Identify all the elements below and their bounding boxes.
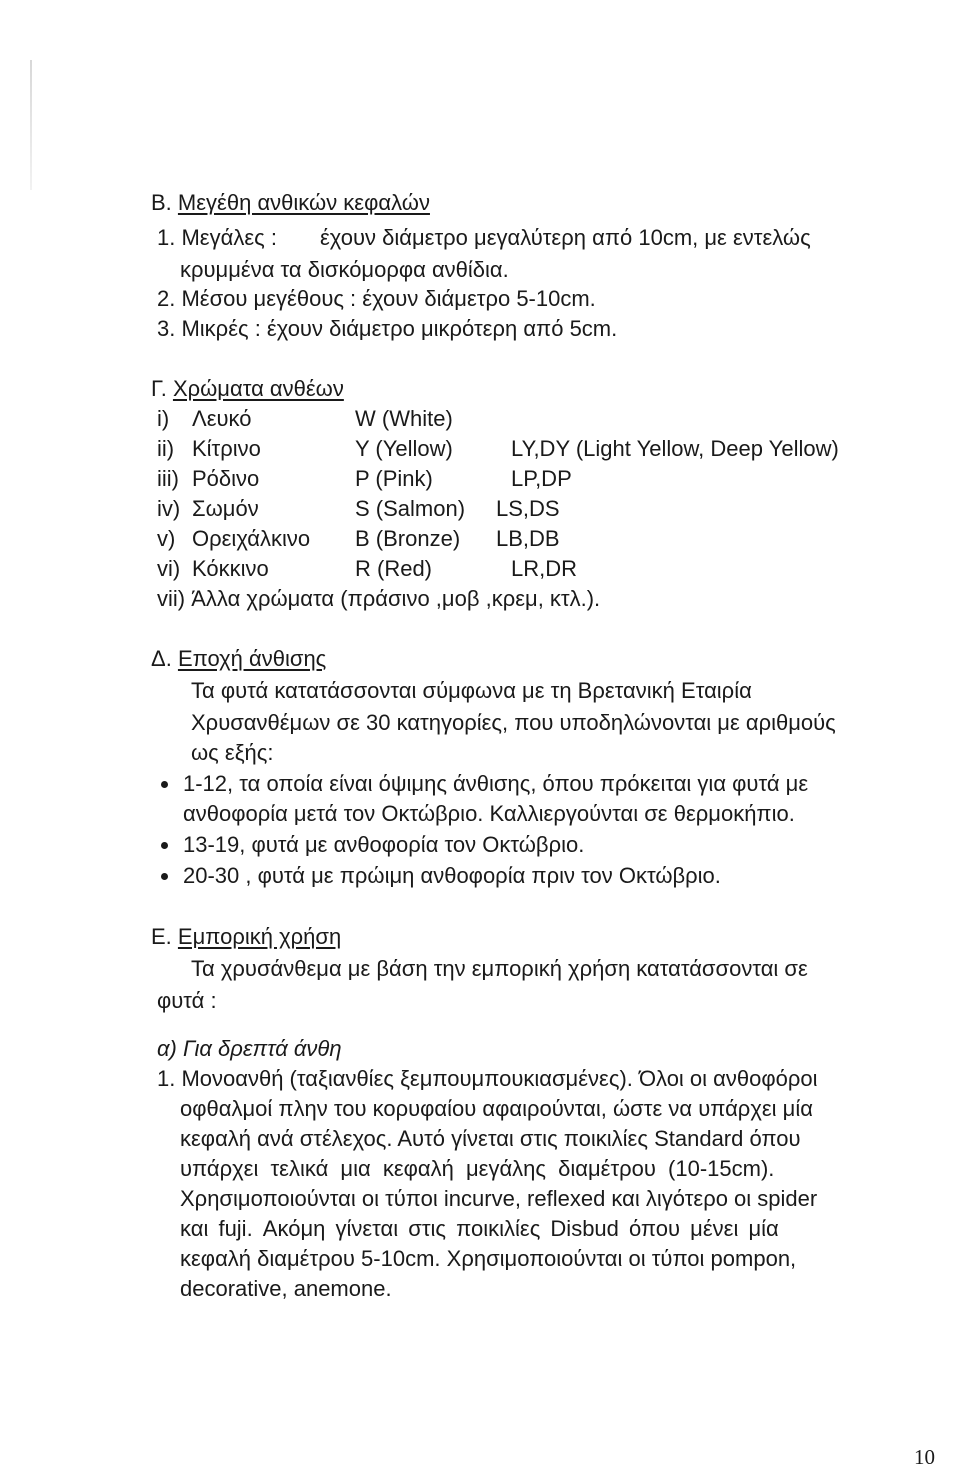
size-medium: 2. Μέσου μεγέθους : έχουν διάμετρο 5-10cm. <box>157 286 596 311</box>
color-row-white: i) Λευκό W (White) <box>157 406 453 431</box>
cut-flowers-line-2: οφθαλμοί πλην του κορυφαίου αφαιρούνται, ώστε να υπάρχει μία <box>180 1096 813 1121</box>
section-d-para-line-2: Χρυσανθέμων σε 30 κατηγορίες, που υποδηλώνονται με αριθμούς <box>191 710 836 735</box>
section-d-heading: Δ. Εποχή άνθισης <box>151 646 327 671</box>
bullet-late-flowering: 1-12, τα οποία είναι όψιμης άνθισης, όπου πρόκειται για φυτά με <box>183 771 809 796</box>
section-e-para-line-2: φυτά : <box>157 988 217 1013</box>
bullet-marker <box>161 781 168 788</box>
section-e-para-line-1: Τα χρυσάνθεμα με βάση την εμπορική χρήση κατατάσσονται σε <box>191 956 808 981</box>
color-row-bronze: v) Ορειχάλκινο B (Bronze) LB,DB <box>157 526 560 551</box>
section-d-title: Εποχή άνθισης <box>177 646 327 671</box>
bullet-early-flowering: 20-30 , φυτά με πρώιμη ανθοφορία πριν τον Οκτώβριο. <box>183 863 721 888</box>
section-d-para-line-1: Τα φυτά κατατάσσονται σύμφωνα με τη Βρετανική Εταιρία <box>191 678 752 703</box>
size-small: 3. Μικρές : έχουν διάμετρο μικρότερη από 5cm. <box>157 316 618 341</box>
bullet-marker <box>161 842 168 849</box>
color-row-salmon: iv) Σωμόν S (Salmon) LS,DS <box>157 496 560 521</box>
section-e-title: Εμπορική χρήση <box>177 924 342 949</box>
size-large-text: έχουν διάμετρο μεγαλύτερη από 10cm, με εντελώς <box>320 225 811 250</box>
section-e-heading: Ε. Εμπορική χρήση <box>151 924 342 949</box>
size-large-text-cont: κρυμμένα τα δισκόμορφα ανθίδια. <box>180 257 509 282</box>
cut-flowers-line-5: Χρησιμοποιούνται οι τύποι incurve, reflexed και λιγότερο οι spider <box>180 1186 818 1211</box>
cut-flowers-line-8: decorative, anemone. <box>180 1276 392 1301</box>
cut-flowers-subheading: α) Για δρεπτά άνθη <box>157 1036 342 1061</box>
bullet-october: 13-19, φυτά με ανθοφορία τον Οκτώβριο. <box>183 832 585 857</box>
color-row-yellow: ii) Κίτρινο Y (Yellow) LY,DY (Light Yellow, Deep Yellow) <box>157 436 839 461</box>
color-row-red: vi) Κόκκινο R (Red) LR,DR <box>157 556 578 581</box>
section-b-title: Μεγέθη ανθικών κεφαλών <box>177 190 430 215</box>
section-b-heading: B. Μεγέθη ανθικών κεφαλών <box>151 190 430 215</box>
cut-flowers-line-1: 1. Μονοανθή (ταξιανθίες ξεμπουμπουκιασμένες). Όλοι οι ανθοφόροι <box>157 1066 818 1091</box>
cut-flowers-line-7: κεφαλή διαμέτρου 5-10cm. Χρησιμοποιούνται οι τύποι pompon, <box>180 1246 797 1271</box>
section-g-title: Χρώματα ανθέων <box>172 376 344 401</box>
cut-flowers-line-6: και fuji. Ακόμη γίνεται στις ποικιλίες Disbud όπου μένει μία <box>180 1216 779 1241</box>
page-number: 10 <box>914 1445 935 1469</box>
section-d-para-line-3: ως εξής: <box>191 740 274 765</box>
scan-edge-artifact <box>30 60 32 190</box>
cut-flowers-line-3: κεφαλή ανά στέλεχος. Αυτό γίνεται στις ποικιλίες Standard όπου <box>180 1126 801 1151</box>
color-row-pink: iii) Ρόδινο P (Pink) LP,DP <box>157 466 572 491</box>
cut-flowers-line-4: υπάρχει τελικά μια κεφαλή μεγάλης διαμέτρου (10-15cm). <box>180 1156 775 1181</box>
color-row-other: vii) Άλλα χρώματα (πράσινο ,μοβ ,κρεμ, κτλ.). <box>157 586 601 611</box>
section-g-heading: Γ. Χρώματα ανθέων <box>151 376 344 401</box>
size-large-label: 1. Μεγάλες : <box>157 225 277 250</box>
bullet-late-flowering-cont: ανθοφορία μετά τον Οκτώβριο. Καλλιεργούνται σε θερμοκήπιο. <box>183 801 795 826</box>
bullet-marker <box>161 873 168 880</box>
